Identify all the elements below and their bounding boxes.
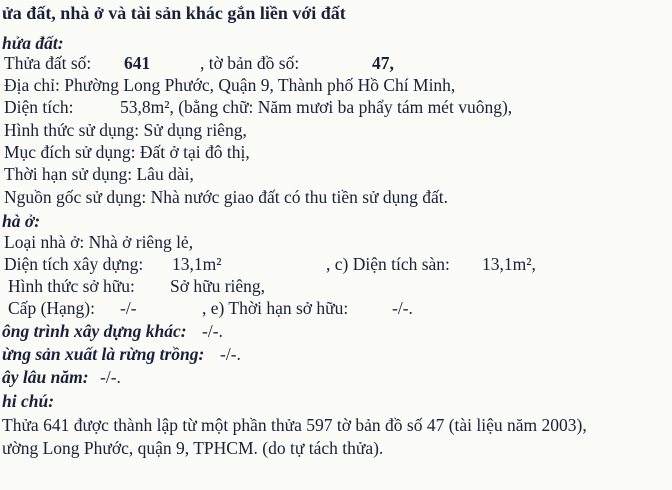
construction-heading: ông trình xây dựng khác: <box>2 321 187 341</box>
perennial-heading: ây lâu năm: <box>2 367 89 387</box>
house-type-line: Loại nhà ở: Nhà ở riêng lẻ, <box>4 232 194 252</box>
area-value: 53,8m², (bằng chữ: Năm mươi ba phẩy tám mét vuông), <box>120 97 513 117</box>
area-label: Diện tích: <box>4 97 74 117</box>
use-form-line: Hình thức sử dụng: Sử dụng riêng, <box>4 120 247 140</box>
house-heading: hà ở: <box>2 211 41 231</box>
origin-line: Nguồn gốc sử dụng: Nhà nước giao đất có thu tiền sử dụng đất. <box>4 187 449 207</box>
use-term-line: Thời hạn sử dụng: Lâu dài, <box>4 164 194 184</box>
construction-value: -/-. <box>202 321 223 341</box>
land-heading: hửa đất: <box>2 33 64 53</box>
map-label: , tờ bản đồ số: <box>200 53 300 73</box>
perennial-value: -/-. <box>100 367 121 387</box>
floor-area-value: 13,1m², <box>482 254 536 274</box>
parcel-label: Thửa đất số: <box>4 53 92 73</box>
notes-line-1: Thửa 641 được thành lập từ một phần thửa 597 tờ bản đồ số 47 (tài liệu năm 2003), <box>2 415 587 435</box>
term-label: , e) Thời hạn sở hữu: <box>202 298 349 318</box>
term-value: -/-. <box>392 298 413 318</box>
build-area-value: 13,1m² <box>172 254 222 274</box>
grade-value: -/- <box>120 298 137 318</box>
ownership-label: Hình thức sở hữu: <box>8 276 135 296</box>
notes-line-2: ường Long Phước, quận 9, TPHCM. (do tự tách thửa). <box>2 438 384 458</box>
forest-value: -/-. <box>220 344 241 364</box>
map-number: 47, <box>372 53 394 73</box>
forest-heading: ừng sản xuất là rừng trồng: <box>2 344 205 364</box>
address-line: Địa chỉ: Phường Long Phước, Quận 9, Thành phố Hồ Chí Minh, <box>4 75 456 95</box>
notes-heading: hi chú: <box>2 391 55 411</box>
build-area-label: Diện tích xây dựng: <box>4 254 144 274</box>
floor-area-label: , c) Diện tích sàn: <box>326 254 450 274</box>
use-purpose-line: Mục đích sử dụng: Đất ở tại đô thị, <box>4 142 250 162</box>
grade-label: Cấp (Hạng): <box>8 298 95 318</box>
section-header: ửa đất, nhà ở và tài sản khác gắn liền với đất <box>2 3 346 23</box>
parcel-number: 641 <box>124 53 151 73</box>
ownership-value: Sở hữu riêng, <box>170 276 266 296</box>
